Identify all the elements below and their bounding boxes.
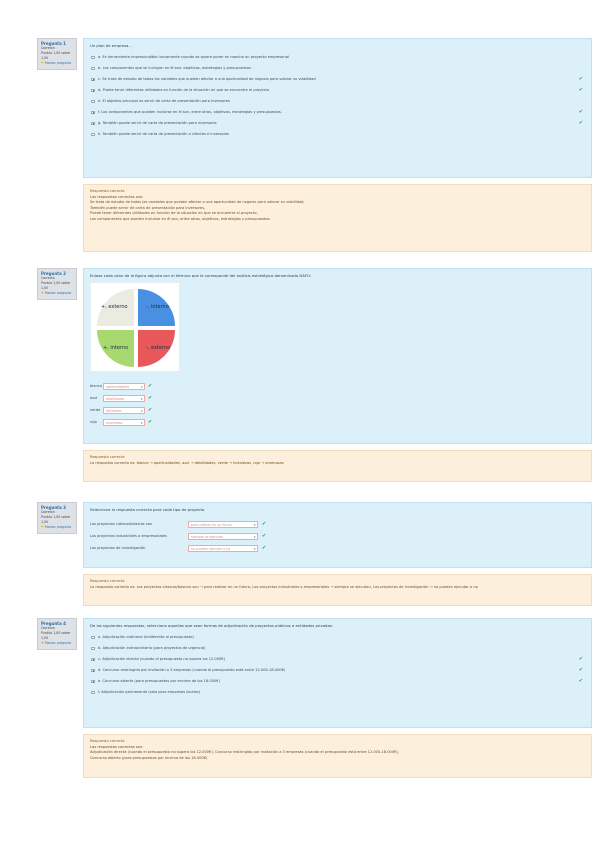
match-list <box>90 380 585 428</box>
option-g[interactable]: g. También puede servir de carta de presentación para inversores ✔ <box>90 118 585 129</box>
question-state: Correcta <box>41 626 55 630</box>
dafo-label-tr: -, interno <box>146 304 169 310</box>
feedback-title: Respuesta correcta <box>90 579 125 583</box>
question-mark: Puntúa 1,00 sobre 1,00 <box>41 631 71 640</box>
checkbox[interactable] <box>91 133 95 137</box>
match-row-blanco: blanco oportunidades ▾ ✔ <box>90 380 585 392</box>
match-select[interactable]: no pueden ejecutar o no ▾ <box>188 545 258 552</box>
question-number: Pregunta 4 <box>41 621 66 626</box>
question-number: Pregunta 3 <box>41 505 66 510</box>
check-icon: ✔ <box>578 87 583 93</box>
question-content-2 <box>83 268 592 444</box>
match-select[interactable]: siempre se ejecutan ▾ <box>188 533 258 540</box>
option-e[interactable]: e. Concurso abierto (para presupuestos por encima de los 18.000€) ✔ <box>90 676 585 687</box>
dafo-label-bl: +, interno <box>103 345 129 351</box>
dafo-diagram <box>91 283 181 373</box>
question-number: Pregunta 2 <box>41 271 66 276</box>
flag-question-link[interactable]: ⚑Marcar pregunta <box>41 641 72 645</box>
check-icon: ✔ <box>578 678 583 684</box>
feedback-3 <box>83 574 592 606</box>
checkbox[interactable] <box>91 669 95 673</box>
flag-question-link[interactable]: ⚑Marcar pregunta <box>41 291 72 295</box>
dropdown-arrow-icon: ▾ <box>253 522 256 527</box>
question-info-2 <box>37 268 77 300</box>
feedback-title: Respuesta correcta <box>90 455 125 459</box>
match-select[interactable]: para realizar en un futuro ▾ <box>188 521 258 528</box>
feedback-line: Las respuestas correctas son: <box>90 744 144 749</box>
feedback-title: Respuesta correcta <box>90 739 125 743</box>
checkbox[interactable] <box>91 680 95 684</box>
options-list <box>90 632 585 698</box>
match-select[interactable]: oportunidades ▾ <box>103 383 145 390</box>
match-list <box>90 518 585 554</box>
flag-icon: ⚑ <box>41 291 44 295</box>
option-b[interactable]: b. Los componentes que se incluyen en él son: objetivos, estrategias y presupuestos. <box>90 63 585 74</box>
check-icon: ✔ <box>578 109 583 115</box>
check-icon: ✔ <box>262 533 267 539</box>
feedback-4 <box>83 734 592 778</box>
checkbox[interactable] <box>91 100 95 104</box>
flag-icon: ⚑ <box>41 525 44 529</box>
option-a[interactable]: a. Adjudicación ordinaria (indiferente al presupuesto) <box>90 632 585 643</box>
feedback-line: Las respuestas correctas son: <box>90 194 144 199</box>
dropdown-arrow-icon: ▾ <box>140 396 143 401</box>
dropdown-arrow-icon: ▾ <box>140 420 143 425</box>
dropdown-arrow-icon: ▾ <box>253 546 256 551</box>
question-content-4 <box>83 618 592 728</box>
check-icon: ✔ <box>262 521 267 527</box>
option-h[interactable]: h. También puede servir de carta de presentación a clientes e inversores <box>90 129 585 140</box>
question-info-3 <box>37 502 77 534</box>
question-text: Un plan de empresa... <box>90 43 132 48</box>
question-info-4 <box>37 618 77 650</box>
checkbox[interactable] <box>91 658 95 662</box>
check-icon: ✔ <box>148 419 153 425</box>
checkbox[interactable] <box>91 78 95 82</box>
feedback-line: La respuesta correcta es: blanco → oportunidades, azul → debilidades, verde → fortalezas, rojo → amenazas <box>90 460 284 465</box>
feedback-line: Los componentes que pueden incluirse en él son, entre otros, objetivos, estrategias y presupuestos. <box>90 216 271 221</box>
flag-question-link[interactable]: ⚑Marcar pregunta <box>41 61 72 65</box>
feedback-line: Se trata de estudio de todas las variables que pueden afectar a una oportunidad de negocio para valorar su viabilidad, <box>90 200 305 205</box>
question-content-1 <box>83 38 592 178</box>
question-state: Correcta <box>41 510 55 514</box>
option-a[interactable]: a. Es herramienta imprescindible únicamente cuando se quiere poner en marcha un proyecto empresarial <box>90 52 585 63</box>
feedback-line: Concurso abierto (para presupuestos por encima de los 18.000€) <box>90 755 208 760</box>
check-icon: ✔ <box>578 656 583 662</box>
question-mark: Puntúa 1,00 sobre 1,00 <box>41 281 71 290</box>
checkbox[interactable] <box>91 111 95 115</box>
checkbox[interactable] <box>91 67 95 71</box>
options-list <box>90 52 585 140</box>
question-mark: Puntúa 1,00 sobre 1,00 <box>41 51 71 60</box>
option-f[interactable]: f. Adjudicación permanente (solo para empresas locales) <box>90 687 585 698</box>
match-select[interactable]: debilidades ▾ <box>103 395 145 402</box>
feedback-title: Respuesta correcta <box>90 189 125 193</box>
feedback-line: Adjudicación directa (cuando el presupuesto no supera los 12.000€), Concurso restringido por invitación a 3 empresas (cuando el presupuesto está entre 12.000-18.000€), <box>90 750 399 755</box>
question-mark: Puntúa 1,00 sobre 1,00 <box>41 515 71 524</box>
question-state: Correcta <box>41 276 55 280</box>
check-icon: ✔ <box>262 545 267 551</box>
flag-question-link[interactable]: ⚑Marcar pregunta <box>41 525 72 529</box>
option-d[interactable]: d. Concurso restringido por invitación a 3 empresas (cuando el presupuesto está entre 12.000-18.000€) ✔ <box>90 665 585 676</box>
question-text: Enlaza cada color de la figura adjunta con el término que le corresponde del análisis estratégico denominado DAFO: <box>90 273 312 278</box>
dropdown-arrow-icon: ▾ <box>140 408 143 413</box>
feedback-1 <box>83 184 592 252</box>
checkbox[interactable] <box>91 691 95 695</box>
match-row-azul: azul debilidades ▾ ✔ <box>90 392 585 404</box>
option-c[interactable]: c. Adjudicación directa (cuando el presupuesto no supera los 12.000€) ✔ <box>90 654 585 665</box>
question-content-3 <box>83 502 592 568</box>
dafo-figure <box>90 282 180 372</box>
match-row-rojo: rojo amenazas ▾ ✔ <box>90 416 585 428</box>
question-number: Pregunta 1 <box>41 41 66 46</box>
option-d[interactable]: d. Puede tener diferentes utilidades en función de la situación en que se encuentre el proyecto ✔ <box>90 85 585 96</box>
match-row-clasicos: Los proyectos clásicos/básicos son para realizar en un futuro ▾ ✔ <box>90 518 585 530</box>
flag-icon: ⚑ <box>41 641 44 645</box>
match-row-investigacion: Los proyectos de investigación no pueden ejecutar o no ▾ ✔ <box>90 542 585 554</box>
check-icon: ✔ <box>578 76 583 82</box>
checkbox[interactable] <box>91 89 95 93</box>
match-select[interactable]: amenazas ▾ <box>103 419 145 426</box>
check-icon: ✔ <box>148 407 153 413</box>
dafo-label-tl: +, externo <box>101 304 128 310</box>
question-info-1 <box>37 38 77 70</box>
feedback-line: También puede servir de carta de presentación para inversores, <box>90 205 206 210</box>
check-icon: ✔ <box>148 383 153 389</box>
dafo-label-br: -, externo <box>146 345 171 351</box>
match-row-industriales: Los proyectos industriales o empresariales siempre se ejecutan ▾ ✔ <box>90 530 585 542</box>
check-icon: ✔ <box>578 667 583 673</box>
question-state: Correcta <box>41 46 55 50</box>
checkbox[interactable] <box>91 636 95 640</box>
feedback-line: La respuesta correcta es: Los proyectos clásicos/básicos son → para realizar en un futuro, Los proyectos industriales o empresariales → siempre se ejecutan, Los proyectos de investigación → no pueden ejecutar o no <box>90 584 478 589</box>
check-icon: ✔ <box>148 395 153 401</box>
checkbox[interactable] <box>91 122 95 126</box>
checkbox[interactable] <box>91 56 95 60</box>
dropdown-arrow-icon: ▾ <box>253 534 256 539</box>
option-b[interactable]: b. Adjudicación extraordinaria (para proyectos de urgencia) <box>90 643 585 654</box>
option-f[interactable]: f. Los componentes que pueden incluirse en él son, entre otros, objetivos, estrategias y presupuestos. ✔ <box>90 107 585 118</box>
match-select[interactable]: fortalezas ▾ <box>103 407 145 414</box>
option-c[interactable]: c. Se trata de estudio de todas las variables que pueden afectar a una oportunidad de negocio para valorar su viabilidad ✔ <box>90 74 585 85</box>
dropdown-arrow-icon: ▾ <box>140 384 143 389</box>
question-text: Selecciona la respuesta correcta para cada tipo de proyecto <box>90 507 205 512</box>
option-e[interactable]: e. El objetivo principal es servir de carta de presentación para inversores <box>90 96 585 107</box>
check-icon: ✔ <box>578 120 583 126</box>
question-text: De las siguientes respuestas, selecciona aquellas que sean formas de adjudicación de proyectos públicos a entidades privadas: <box>90 623 334 628</box>
feedback-line: Puede tener diferentes utilidades en función de la situación en que se encuentre el proyecto, <box>90 211 258 216</box>
flag-icon: ⚑ <box>41 61 44 65</box>
match-row-verde: verde fortalezas ▾ ✔ <box>90 404 585 416</box>
feedback-2 <box>83 450 592 482</box>
checkbox[interactable] <box>91 647 95 651</box>
